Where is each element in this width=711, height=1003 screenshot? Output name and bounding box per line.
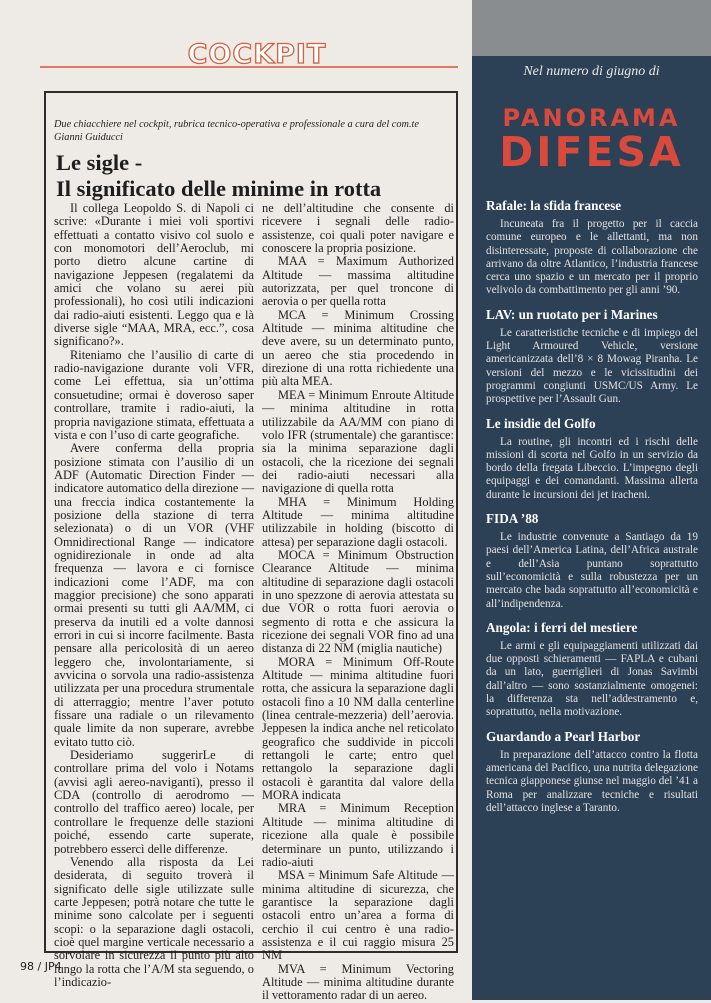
list-item: [486, 729, 698, 815]
list-item: [486, 198, 698, 298]
article-column-2: [262, 202, 454, 1003]
article-summary: Le armi e gli equipaggiamenti utilizzati dai due opposti schieramenti — FAPLA e cubani da un lato, guerriglieri di Jonas Savimbi dall’altro — sono sostanzialmente omogenei: la differenza sta nell’addestramento e, soprattutto, nella motivazione.: [486, 639, 698, 719]
paragraph: Riteniamo che l’ausilio di carte di radio-navigazione durante voli VFR, come Lei effettua, sia un’ottima consuetudine; ormai è doveroso saper controllare, tramite i radio-aiuti, la propria navigazione stimata, effettuata a vista e con l’uso di carte geografiche.: [54, 347, 254, 442]
promo-sidebar: [472, 0, 711, 1000]
issue-line: Nel numero di giugno di: [523, 64, 660, 79]
page-number: 98 / JP4: [20, 960, 62, 973]
article-title-line-2: Il significato delle minime in rotta: [56, 176, 382, 201]
definition-mra: MRA = Minimum Reception Altitude — minima altitudine di ricezione alla quale è possibile determinare un punto, utilizzando i radio-aiuti: [262, 801, 454, 869]
article-list: [486, 198, 698, 824]
article-intro: Due chiacchiere nel cockpit, rubrica tecnico-operativa e professionale a cura del com.te Gianni Guiducci: [54, 119, 419, 143]
article-column-1: [54, 202, 254, 989]
paragraph: Il collega Leopoldo S. di Napoli ci scrive: «Durante i miei voli sportivi effettuati a contatto visivo col suolo e con monomotori dell’Aeroclub, mi porto dietro alcune cartine di navigazione Jeppesen (regalatemi da amici che volano su aerei più professionali), ho così utili indicazioni dai radio-aiuti esistenti. Leggo qua e là diverse sigle “MAA, MRA, ecc.”, cosa significano?».: [54, 201, 254, 349]
definition-moca: MOCA = Minimum Obstruction Clearance Altitude — minima altitudine di separazione dagli ostacoli in uno spezzone di aerovia attestata su due VOR o rotta fuori aerovia o segmento di rotta e che assicura la ricezione dei segnali VOR fino ad una distanza di 22 NM (miglia nautiche): [262, 547, 454, 656]
definition-mea: MEA = Minimum Enroute Altitude — minima altitudine in rotta utilizzabile da AA/MM con piano di volo IFR (strumentale) che garantisce: sia la minima separazione dagli ostacoli, che la ricezione dei segnali dei radio-aiuti necessari alla navigazione di quella rotta: [262, 387, 454, 496]
paragraph: ne dell’altitudine che consente di ricevere i segnali delle radio-assistenze, coi quali poter navigare e conoscere la propria posizione.: [262, 201, 454, 256]
article-title: [56, 150, 452, 202]
paragraph: Avere conferma della propria posizione stimata con l’ausilio di un ADF (Automatic Direction Finder — indicatore automatico della direzione — una freccia indica costantemente la posizione della stazione di terra selezionata) o di un VOR (VHF Omnidirectional Range — indicatore ognidirezionale in onde ad alta frequenza — lavora e ci fornisce indicazioni come l’ADF, ma con maggior precisione) che sono apparati ormai presenti su tutti gli AA/MM, ci preserva da inutili ed a volte dannosi errori in cui si incorre facilmente. Basta pensare alla pericolosità di un aereo leggero che, involontariamente, si avvicina o sorvola una radio-assistenza utilizzata per una procedura strumentale di atterraggio; mentre l’aver potuto fissare una radiale o un rilevamento quale limite da non superare, avrebbe evitato tutto ciò.: [54, 441, 254, 749]
article-title-line-1: Le sigle -: [56, 150, 143, 175]
paragraph: Venendo alla risposta da Lei desiderata, di seguito troverà il significato delle sigle utilizzate sulle carte Jeppesen; potrà notare che tutte le minime sono calcolate per i seguenti scopi: o la separazione dagli ostacoli, cioè quel margine verticale necessario a sorvolare in sicurezza il punto più alto lungo la rotta che l’A/M sta seguendo, o l’indicazio-: [54, 854, 254, 989]
article-heading: FIDA ’88: [486, 511, 539, 527]
section-header-logo: COCKPIT: [187, 39, 327, 70]
paragraph: Desideriamo suggerirLe di controllare prima del volo i Notams (avvisi agli aereo-naviganti), presso il CDA (controllo di aerodromo — controllo del traffico aereo) locale, per controllare le frequenze delle stazioni poiché, essendo carte superate, potrebbero essercì delle differenze.: [54, 748, 254, 856]
definition-maa: MAA = Maximum Authorized Altitude — massima altitudine autorizzata, per quel troncone di aerovia o per quella rotta: [262, 254, 454, 309]
article-summary: In preparazione dell’attacco contro la flotta americana del Pacifico, una nutrita delegazione tecnica giapponese giunse nel maggio del ’41 a Roma per analizzare tecniche e risultati dell’attacco inglese a Taranto.: [486, 748, 698, 814]
article-box: [44, 91, 458, 1003]
list-item: [486, 416, 698, 502]
top-image-strip: [472, 0, 711, 56]
article-heading: LAV: un ruotato per i Marines: [486, 306, 658, 322]
article-summary: Le industrie convenute a Santiago da 19 paesi dell’America Latina, dell’Africa australe e dell’Asia puntano soprattutto sull’economicità e sulla robustezza per un mercato che bada soprattutto all’economicità e all’indipendenza.: [486, 531, 698, 610]
article-heading: Le insidie del Golfo: [486, 415, 596, 431]
article-summary: Incuneata fra il progetto per il caccia comune europeo e le allettanti, ma non disinteressate, proposte di collaborazione che arrivano da oltre Atlantico, l’industria francese cerca uno spazio e un mercato per il proprio velivolo da combattimento per gli anni ’90.: [486, 218, 698, 297]
article-summary: Le caratteristiche tecniche e di impiego del Light Armoured Vehicle, versione americanizzata dell’8 × 8 Mowag Piranha. Le versioni del mezzo e le vicissitudini dei programmi congiunti USMC/US Army. Le prospettive per l’Assault Gun.: [486, 326, 698, 406]
definition-msa: MSA = Minimum Safe Altitude — minima altitudine di sicurezza, che garantisce la separazione dagli ostacoli entro un’area a forma di cerchio il cui centro è una radio-assistenza e il cui raggio misura 25 NM: [262, 868, 454, 963]
article-heading: Guardando a Pearl Harbor: [486, 728, 641, 744]
article-summary: La routine, gli incontri ed i rischi delle missioni di scorta nel Golfo in un servizio da bordo della fregata Libeccio. L’impegno degli equipaggi e dei comandanti. Massima allerta durante le incursioni dei jet iracheni.: [486, 435, 698, 501]
list-item: [486, 511, 698, 611]
list-item: [486, 620, 698, 720]
definition-mva: MVA = Minimum Vectoring Altitude — minima altitudine durante il vettoramento radar di un aereo.: [262, 961, 454, 1003]
list-item: [486, 307, 698, 407]
definition-mca: MCA = Minimum Crossing Altitude — minima altitudine che deve avere, su un determinato punto, un aereo che stia procedendo in direzione di una rotta richiedente una più alta MEA.: [262, 307, 454, 389]
definition-mha: MHA = Minimum Holding Altitude — minima altitudine utilizzabile in holding (biscotto di attesa) per separazione dagli ostacoli.: [262, 494, 454, 549]
magazine-logo-line-1: PANORAMA: [502, 104, 681, 132]
magazine-logo: [472, 104, 711, 176]
article-heading: Angola: i ferri del mestiere: [486, 619, 638, 635]
header-divider: [40, 66, 458, 68]
definition-mora: MORA = Minimum Off-Route Altitude — minima altitudine fuori rotta, che assicura la separazione dagli ostacoli fino a 10 NM dalla centerline (linea centrale-mezzeria) dell’aerovia. Jeppesen la indica anche nel reticolato geografico che suddivide in piccoli rettangoli le carte; entro quel rettangolo la separazione dagli ostacoli è garantita dal valore della MORA indicata: [262, 654, 454, 803]
magazine-logo-line-2: DIFESA: [499, 128, 684, 176]
article-heading: Rafale: la sfida francese: [486, 198, 622, 213]
